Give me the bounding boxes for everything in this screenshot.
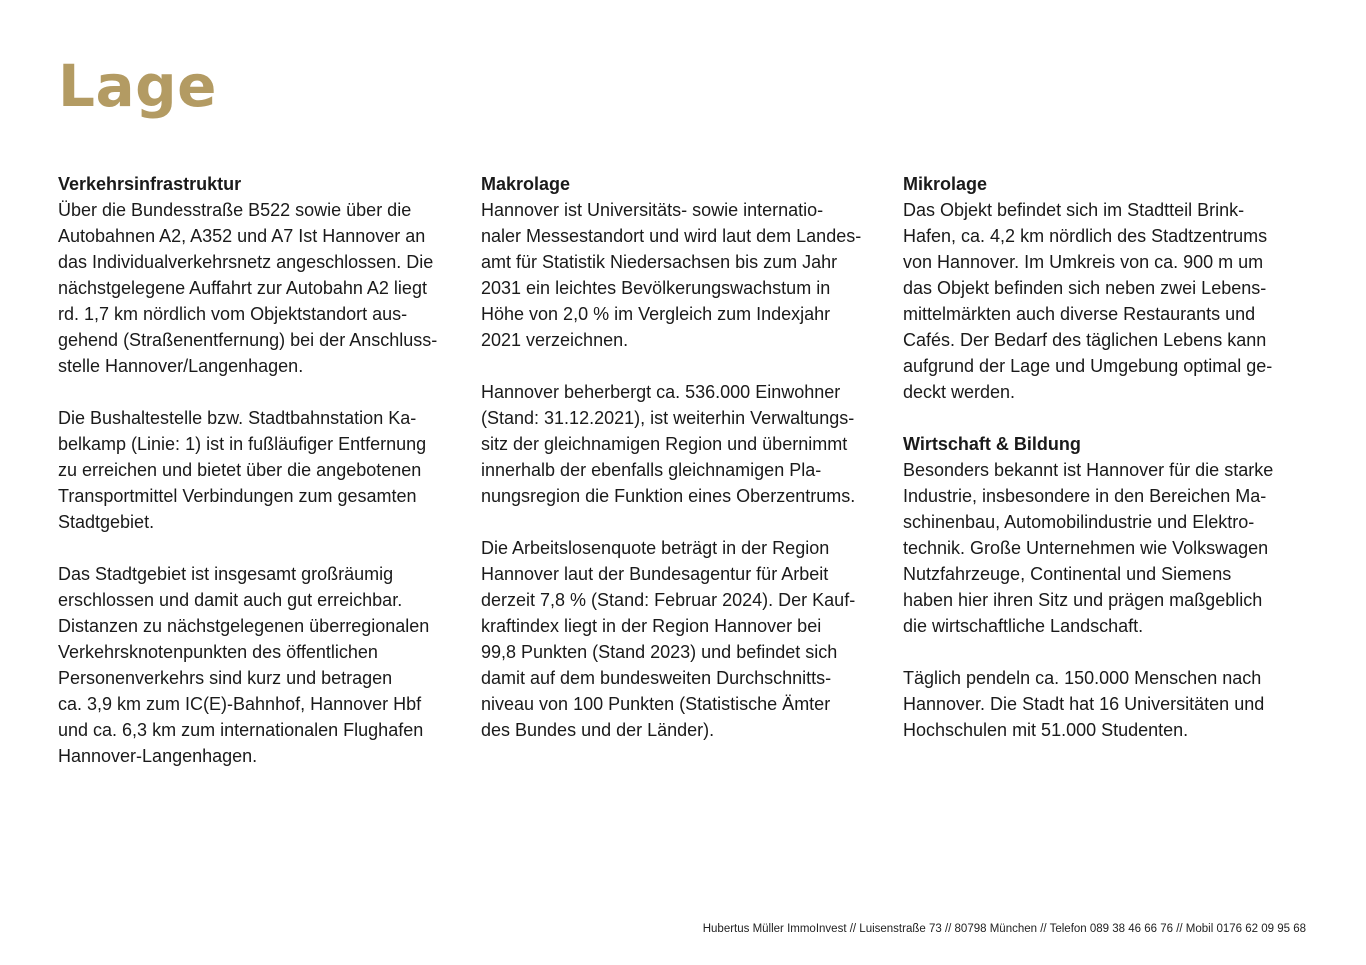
paragraph: Die Bushaltestelle bzw. Stadtbahnstation Ka- belkamp (Linie: 1) ist in fußläufiger Entfernung zu erreichen und bietet über die angebotenen Transportmittel Verbindungen zum gesamten Stadtgebiet. (58, 408, 427, 532)
column-mikrolage-wirtschaft (903, 171, 1308, 769)
section-wirtschaft-bildung (903, 431, 1308, 743)
paragraph: Täglich pendeln ca. 150.000 Menschen nach Hannover. Die Stadt hat 16 Universitäten und Hochschulen mit 51.000 Studenten. (903, 668, 1265, 740)
paragraph: Das Objekt befindet sich im Stadtteil Brink- Hafen, ca. 4,2 km nördlich des Stadtzentrums von Hannover. Im Umkreis von ca. 900 m um das Objekt befinden sich neben zwei Lebens- mittelmärkten auch diverse Restaurants und Cafés. Der Bedarf des täglichen Lebens kann aufgrund der Lage und Umgebung optimal ge- deckt werden. (903, 200, 1273, 402)
section-heading: Makrolage (481, 174, 571, 194)
section-verkehrsinfrastruktur (58, 171, 463, 769)
section-mikrolage (903, 171, 1308, 405)
section-heading: Wirtschaft & Bildung (903, 434, 1081, 454)
section-heading: Mikrolage (903, 174, 988, 194)
paragraph: Hannover beherbergt ca. 536.000 Einwohner (Stand: 31.12.2021), ist weiterhin Verwaltungs- sitz der gleichnamigen Region und übernimmt innerhalb der ebenfalls gleichnamigen Pla- nungsregion die Funktion eines Oberzentrums. (481, 382, 856, 506)
column-makrolage (481, 171, 886, 769)
paragraph: Hannover ist Universitäts- sowie internatio- naler Messestandort und wird laut dem Landes- amt für Statistik Niedersachsen bis zum Jahr 2031 ein leichtes Bevölkerungswachstum in Höhe von 2,0 % im Vergleich zum Indexjahr 2021 verzeichnen. (481, 200, 862, 350)
paragraph: Das Stadtgebiet ist insgesamt großräumig erschlossen und damit auch gut erreichbar. Distanzen zu nächstgelegenen überregionalen Verkehrsknotenpunkten des öffentlichen Personenverkehrs sind kurz und betragen ca. 3,9 km zum IC(E)-Bahnhof, Hannover Hbf und ca. 6,3 km zum internationalen Flughafen Hannover-Langenhagen. (58, 564, 430, 766)
page-title: Lage (58, 52, 217, 120)
section-heading: Verkehrsinfrastruktur (58, 174, 242, 194)
section-makrolage (481, 171, 886, 743)
footer-contact: Hubertus Müller ImmoInvest // Luisenstraße 73 // 80798 München // Telefon 089 38 46 66 76 // Mobil 0176 62 09 95 68 (702, 923, 1306, 935)
paragraph: Besonders bekannt ist Hannover für die starke Industrie, insbesondere in den Bereichen Ma- schinenbau, Automobilindustrie und Elektro- technik. Große Unternehmen wie Volkswagen Nutzfahrzeuge, Continental und Siemens haben hier ihren Sitz und prägen maßgeblich die wirtschaftliche Landschaft. (903, 460, 1274, 636)
column-verkehrsinfrastruktur (58, 171, 463, 795)
paragraph: Über die Bundesstraße B522 sowie über die Autobahnen A2, A352 und A7 Ist Hannover an das Individualverkehrsnetz angeschlossen. Die nächstgelegene Auffahrt zur Autobahn A2 liegt rd. 1,7 km nördlich vom Objektstandort aus- gehend (Straßenentfernung) bei der Anschluss- stelle Hannover/Langenhagen. (58, 200, 438, 376)
paragraph: Die Arbeitslosenquote beträgt in der Region Hannover laut der Bundesagentur für Arbeit derzeit 7,8 % (Stand: Februar 2024). Der Kauf- kraftindex liegt in der Region Hannover bei 99,8 Punkten (Stand 2023) und befindet sich damit auf dem bundesweiten Durchschnitts- niveau von 100 Punkten (Statistische Ämter des Bundes und der Länder). (481, 538, 856, 740)
